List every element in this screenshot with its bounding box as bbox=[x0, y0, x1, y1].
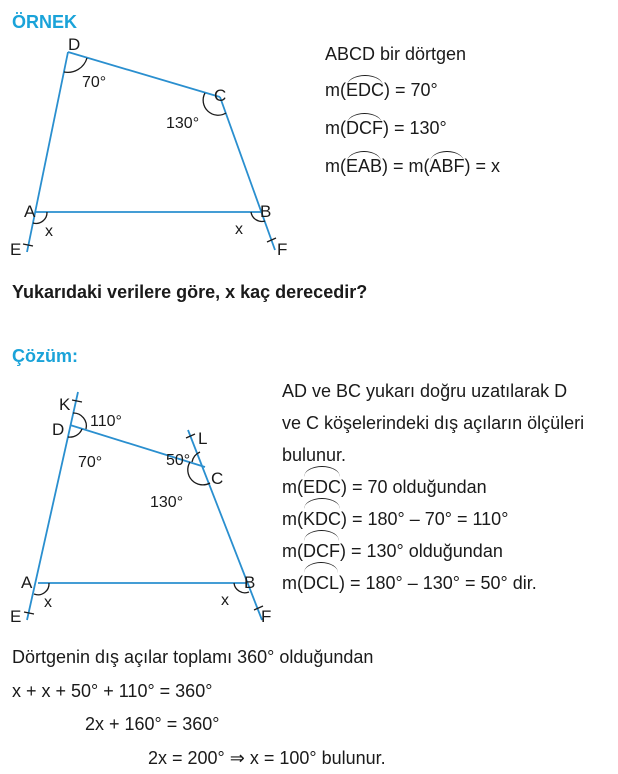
label-L: L bbox=[198, 429, 208, 448]
label-K: K bbox=[59, 395, 71, 414]
given-line-2: m(EDC) = 70° bbox=[325, 80, 438, 100]
step-3: 2x + 160° = 360° bbox=[85, 714, 220, 734]
angle-label-C: 130° bbox=[150, 494, 184, 511]
label-F: F bbox=[277, 240, 288, 259]
given-line-1: ABCD bir dörtgen bbox=[325, 44, 467, 64]
label-C: C bbox=[211, 469, 224, 488]
solution-heading: Çözüm: bbox=[12, 346, 78, 366]
angle-label-D: 70° bbox=[78, 454, 103, 471]
step-4: 2x = 200° ⇒ x = 100° bulunur. bbox=[148, 748, 386, 768]
angle-label-A: x bbox=[45, 223, 53, 240]
step-1: Dörtgenin dış açılar toplamı 360° olduğundan bbox=[12, 647, 374, 667]
explanation-line-4: m(EDC) = 70 olduğundan bbox=[282, 471, 584, 503]
angle-label-D-ext: 110° bbox=[90, 413, 122, 430]
explanation-line-6: m(DCF) = 130° olduğundan bbox=[282, 535, 584, 567]
explanation-line-2: ve C köşelerindeki dış açıların ölçüleri bbox=[282, 413, 585, 433]
label-E: E bbox=[10, 607, 22, 626]
given-line-4: m(EAB) = m(ABF) = x bbox=[325, 156, 501, 176]
solution-explanation bbox=[282, 375, 584, 599]
label-A: A bbox=[24, 202, 36, 221]
label-C: C bbox=[214, 86, 227, 105]
step-2: x + x + 50° + 110° = 360° bbox=[12, 681, 213, 701]
angle-arc-A bbox=[34, 583, 49, 595]
given-line-3: m(DCF) = 130° bbox=[325, 118, 447, 138]
example-quadrilateral-figure bbox=[0, 30, 310, 260]
label-E: E bbox=[10, 240, 22, 259]
example-heading: ÖRNEK bbox=[12, 12, 78, 32]
explanation-line-7: m(DCL) = 180° – 130° = 50° dir. bbox=[282, 567, 584, 599]
explanation-line-1: AD ve BC yukarı doğru uzatılarak D bbox=[282, 381, 568, 401]
angle-label-C-ext: 50° bbox=[166, 452, 191, 469]
label-D: D bbox=[52, 420, 65, 439]
line-D-E bbox=[27, 52, 68, 252]
angle-label-B: x bbox=[235, 221, 243, 238]
label-B: B bbox=[244, 573, 256, 592]
label-A: A bbox=[21, 573, 33, 592]
angle-label-C: 130° bbox=[166, 115, 200, 132]
label-D: D bbox=[68, 35, 81, 54]
label-B: B bbox=[260, 202, 272, 221]
question-text: Yukarıdaki verilere göre, x kaç derecedir? bbox=[12, 282, 368, 302]
angle-arc-D bbox=[64, 58, 87, 72]
line-C-F bbox=[220, 97, 275, 250]
angle-label-A: x bbox=[44, 594, 52, 611]
solution-quadrilateral-figure bbox=[0, 385, 290, 630]
angle-label-B: x bbox=[221, 592, 229, 609]
explanation-line-5: m(KDC) = 180° – 70° = 110° bbox=[282, 503, 584, 535]
angle-label-D: 70° bbox=[82, 74, 107, 91]
explanation-line-3: bulunur. bbox=[282, 445, 347, 465]
label-F: F bbox=[261, 607, 272, 626]
